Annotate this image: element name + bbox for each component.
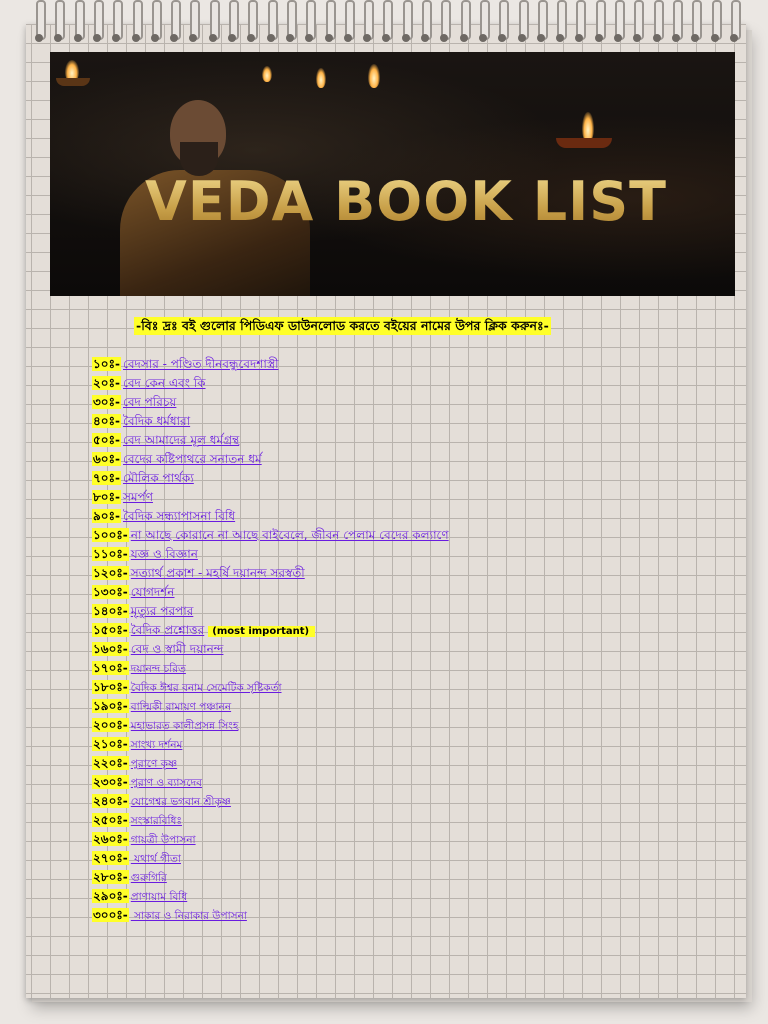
binding-hole [460,34,468,42]
book-number: ১১০ঃ- [93,547,128,561]
book-title-link[interactable]: সত্যার্থ প্রকাশ - মহর্ষি দয়ানন্দ সরস্বতী [130,566,305,580]
book-number: ১৩০ঃ- [93,585,128,599]
book-title-link[interactable]: সাকার ও নিরাকার উপাসনা [130,910,247,922]
book-title-link[interactable]: যথার্থ গীতা [130,853,181,865]
book-list-item [92,695,449,714]
binding-hole [74,34,82,42]
book-number: ৬০ঃ- [93,452,120,466]
importance-tag: (most important) [208,626,315,637]
book-list-item [92,543,449,562]
book-list-item [92,524,449,543]
book-list-item [92,353,449,372]
binding-hole [672,34,680,42]
binding-hole [711,34,719,42]
binding-hole [325,34,333,42]
book-title-link[interactable]: গুরুগিরি [130,872,167,884]
book-list-item [92,904,449,923]
book-title-link[interactable]: মৃত্যুর পরপার [130,604,194,618]
book-list-item [92,448,449,467]
book-list-item [92,657,449,676]
book-title-link[interactable]: দয়ানন্দ চরিত [130,663,186,675]
book-list-item [92,486,449,505]
book-number: ৭০ঃ- [93,471,120,485]
book-list-item [92,714,449,733]
binding-hole [247,34,255,42]
binding-hole [112,34,120,42]
book-title-link[interactable]: গায়ত্রী উপাসনা [130,834,196,846]
binding-hole [440,34,448,42]
book-number: ২০ঃ- [93,376,120,390]
book-number: ২৬০ঃ- [93,832,128,846]
book-number: ১৭০ঃ- [93,661,128,675]
book-number: ৯০ঃ- [93,509,120,523]
book-list-item [92,752,449,771]
book-number: ৮০ঃ- [93,490,120,504]
book-number: ২৫০ঃ- [93,813,128,827]
binding-hole [93,34,101,42]
binding-hole [421,34,429,42]
book-title-link[interactable]: বেদের কষ্টিপাথরে সনাতন ধর্ম [122,452,262,466]
book-title-link[interactable]: বৈদিক সন্ধ্যাপাসনা বিধি [122,509,236,523]
book-list-item [92,372,449,391]
book-number: ২৯০ঃ- [93,889,128,903]
download-instruction-note: -বিঃ দ্রঃ বই গুলোর পিডিএফ ডাউনলোড করতে বইয়ের নামের উপর ক্লিক করুনঃ- [136,318,549,333]
book-number: ১২০ঃ- [93,566,128,580]
book-title-link[interactable]: যোগদর্শন [130,585,175,599]
book-title-link[interactable]: বেদ পরিচয় [122,395,177,409]
book-list-item [92,790,449,809]
binding-hole [344,34,352,42]
book-number: ৪০ঃ- [93,414,120,428]
book-title-link[interactable]: বেদ আমাদের মূল ধর্মগ্রন্থ [122,433,240,447]
book-list [92,353,449,923]
binding-hole [228,34,236,42]
lamp-flame-icon [262,66,272,82]
book-title-link[interactable]: পুরাণে কৃষ্ণ [130,758,178,770]
binding-hole [286,34,294,42]
lamp-flame-icon [316,68,326,88]
binding-hole [170,34,178,42]
lamp-icon [556,138,612,148]
book-list-item [92,638,449,657]
book-list-item [92,733,449,752]
book-list-item [92,391,449,410]
book-title-link[interactable]: পুরাণ ও ব্যাসদেব [130,777,202,789]
book-title-link[interactable]: সাংখ্য দর্শনম [130,739,183,751]
book-title-link[interactable]: বৈদিক ধর্মধারা [122,414,191,428]
binding-hole [498,34,506,42]
book-title-link[interactable]: বৈদিক প্রশ্নোত্তর [130,623,205,637]
book-title-link[interactable]: প্রাণায়াম বিধি [130,891,188,903]
book-title-link[interactable]: যজ্ঞ ও বিজ্ঞান [130,547,198,561]
book-number: ৩০ঃ- [93,395,120,409]
spiral-binding [26,0,746,50]
book-title-link[interactable]: বেদ কেন এবং কি [122,376,206,390]
lamp-icon [56,78,90,86]
book-number: ২৪০ঃ- [93,794,128,808]
book-number: ১৯০ঃ- [93,699,128,713]
book-title-link[interactable]: বেদ ও স্বামী দয়ানন্দ [130,642,224,656]
book-title-link[interactable]: বাল্মিকী রামায়ণ পঞ্চানন [130,701,232,713]
book-list-item [92,600,449,619]
book-number: ২০০ঃ- [93,718,128,732]
binding-hole [363,34,371,42]
book-number: ১৪০ঃ- [93,604,128,618]
binding-hole [595,34,603,42]
book-number: ২৭০ঃ- [93,851,128,865]
book-list-item [92,771,449,790]
book-list-item [92,505,449,524]
book-list-item [92,809,449,828]
binding-hole [382,34,390,42]
book-list-item [92,866,449,885]
binding-hole [556,34,564,42]
binding-hole [691,34,699,42]
binding-hole [267,34,275,42]
book-number: ২৩০ঃ- [93,775,128,789]
book-number: ২৮০ঃ- [93,870,128,884]
book-number: ৫০ঃ- [93,433,120,447]
book-number: ২২০ঃ- [93,756,128,770]
book-title-link[interactable]: যোগেশ্বর ভগবান শ্রীকৃষ্ণ [130,796,231,808]
binding-hole [35,34,43,42]
book-list-item [92,619,449,638]
binding-hole [151,34,159,42]
book-number: ১৫০ঃ- [93,623,128,637]
book-title-link[interactable]: সংস্কারবিধিঃ [130,815,182,827]
binding-hole [575,34,583,42]
book-list-item [92,847,449,866]
binding-hole [633,34,641,42]
book-title-link[interactable]: সমর্পণ [122,490,153,504]
book-title-link[interactable]: মৌলিক পার্থক্য [122,471,194,485]
book-list-item [92,410,449,429]
book-list-item [92,562,449,581]
book-list-item [92,885,449,904]
header-banner [50,52,735,296]
banner-title: VEDA BOOK LIST [136,170,676,233]
book-number: ২১০ঃ- [93,737,128,751]
book-title-link[interactable]: মহাভারত কালীপ্রসন্ন সিংহ [130,720,239,732]
binding-hole [537,34,545,42]
book-list-item [92,828,449,847]
binding-hole [132,34,140,42]
binding-hole [479,34,487,42]
book-number: ১৬০ঃ- [93,642,128,656]
binding-hole [402,34,410,42]
binding-hole [189,34,197,42]
book-list-item [92,581,449,600]
binding-hole [209,34,217,42]
binding-hole [518,34,526,42]
binding-hole [305,34,313,42]
book-title-link[interactable]: বেদসার - পণ্ডিত দীনবন্ধুবেদশাস্ত্রী [122,357,279,371]
binding-hole [614,34,622,42]
book-title-link[interactable]: না আছে কোরানে না আছে বাইবেলে, জীবন পেলাম বেদের কল্যাণে [130,528,449,542]
book-number: ১৮০ঃ- [93,680,128,694]
book-list-item [92,467,449,486]
binding-hole [730,34,738,42]
book-title-link[interactable]: বৈদিক ঈশ্বর বনাম সেমেটিক সৃষ্টিকর্তা [130,682,282,694]
binding-hole [653,34,661,42]
binding-hole [54,34,62,42]
book-number: ১০০ঃ- [93,528,128,542]
book-list-item [92,676,449,695]
lamp-flame-icon [368,64,380,88]
book-number: ১০ঃ- [93,357,120,371]
book-list-item [92,429,449,448]
book-number: ৩০০ঃ- [93,908,128,922]
